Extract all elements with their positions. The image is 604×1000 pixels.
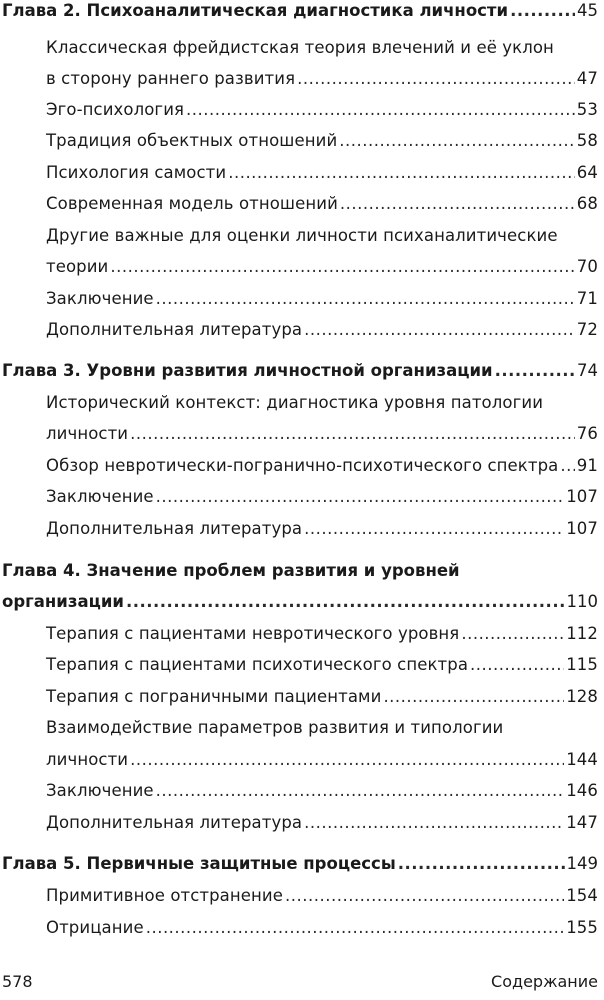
toc-dot-leader <box>156 482 565 512</box>
toc-entry-title: Глава 4. Значение проблем развития и уровней <box>2 561 460 580</box>
toc-entry-page: 107 <box>566 519 598 538</box>
toc-dot-leader <box>383 682 564 712</box>
toc-entry-page: 71 <box>576 289 598 308</box>
toc-section-line <box>46 33 598 63</box>
toc-dot-leader <box>186 95 575 125</box>
toc-section-line <box>46 158 598 188</box>
toc-dot-leader <box>304 808 564 838</box>
toc-section-line <box>46 913 598 943</box>
toc-entry-title: личности <box>46 424 129 443</box>
toc-dot-leader <box>304 315 575 345</box>
toc-dot-leader <box>130 419 575 449</box>
toc-chapter-line <box>2 556 598 586</box>
toc-dot-leader <box>146 913 565 943</box>
toc-chapter-line <box>2 0 598 26</box>
toc-entry-page: 155 <box>566 918 598 937</box>
toc-dot-leader <box>228 158 575 188</box>
toc-section-line <box>46 315 598 345</box>
toc-entry-title: Современная модель отношений <box>46 194 338 213</box>
toc-section-line <box>46 221 598 251</box>
toc-entry-title: личности <box>46 750 129 769</box>
toc-entry-page: 45 <box>577 1 598 20</box>
toc-entry-title: Исторический контекст: диагностика уровня патологии <box>46 393 544 412</box>
toc-section-line <box>46 745 598 775</box>
toc-entry-title: Заключение <box>46 289 154 308</box>
toc-dot-leader <box>156 776 565 806</box>
toc-section-line <box>46 713 598 743</box>
toc-entry-page: 53 <box>576 100 598 119</box>
toc-section-line <box>46 682 598 712</box>
toc-section-line <box>46 808 598 838</box>
toc-entry-title: Дополнительная литература <box>46 813 303 832</box>
toc-entry-page: 144 <box>566 750 598 769</box>
toc-entry-title: Обзор невротически-погранично-психотического спектра <box>46 456 559 475</box>
toc-section-line <box>46 619 598 649</box>
toc-entry-page: 112 <box>566 624 598 643</box>
toc-entry-title: организации <box>2 592 124 611</box>
toc-entry-page: 70 <box>576 257 598 276</box>
toc-entry-title: Дополнительная литература <box>46 320 303 339</box>
toc-chapter-line <box>2 356 598 386</box>
toc-dot-leader <box>470 650 564 680</box>
toc-dot-leader <box>156 284 575 314</box>
toc-entry-page: 58 <box>576 131 598 150</box>
toc-entry-title: Эго-психология <box>46 100 185 119</box>
toc-dot-leader <box>461 619 564 649</box>
toc-entry-title: Классическая фрейдистская теория влечений и её уклон <box>46 38 554 57</box>
toc-section-line <box>46 388 598 418</box>
toc-section-line <box>46 451 598 481</box>
toc-section-line <box>46 482 598 512</box>
toc-entry-page: 110 <box>566 592 598 611</box>
toc-entry-page: 107 <box>566 487 598 506</box>
toc-entry-page: 154 <box>566 886 598 905</box>
toc-dot-leader <box>304 514 564 544</box>
toc-entry-title: Другие важные для оценки личности психаналитические <box>46 226 558 245</box>
toc-entry-title: Традиция объектных отношений <box>46 131 338 150</box>
toc-section-line <box>46 252 598 282</box>
toc-entry-title: Заключение <box>46 781 154 800</box>
toc-entry-page: 128 <box>566 687 598 706</box>
toc-entry-page: 64 <box>576 163 598 182</box>
toc-chapter-line <box>2 849 598 879</box>
toc-entry-title: Терапия с пограничными пациентами <box>46 687 382 706</box>
toc-dot-leader <box>495 356 575 386</box>
toc-entry-title: Терапия с пациентами невротического уровня <box>46 624 460 643</box>
toc-entry-title: Взаимодействие параметров развития и типологии <box>46 718 504 737</box>
toc-entry-page: 72 <box>576 320 598 339</box>
toc-entry-title: в сторону раннего развития <box>46 69 296 88</box>
toc-dot-leader <box>510 0 575 26</box>
toc-section-line <box>46 189 598 219</box>
toc-dot-leader <box>560 451 574 481</box>
toc-dot-leader <box>285 881 564 911</box>
toc-entry-page: 74 <box>577 361 598 380</box>
toc-section-line <box>46 650 598 680</box>
toc-entry-title: Психология самости <box>46 163 227 182</box>
running-header-section: Содержание <box>491 972 598 991</box>
toc-entry-page: 115 <box>566 655 598 674</box>
toc-dot-leader <box>130 745 564 775</box>
toc-chapter-line <box>2 587 598 617</box>
toc-entry-page: 149 <box>566 854 598 873</box>
toc-entry-page: 47 <box>576 69 598 88</box>
toc-section-line <box>46 64 598 94</box>
toc-entry-page: 68 <box>576 194 598 213</box>
toc-entry-title: Глава 5. Первичные защитные процессы <box>2 854 396 873</box>
toc-section-line <box>46 419 598 449</box>
toc-section-line <box>46 881 598 911</box>
toc-entry-page: 91 <box>576 456 598 475</box>
toc-dot-leader <box>126 587 565 617</box>
toc-section-line <box>46 514 598 544</box>
toc-entry-page: 147 <box>566 813 598 832</box>
toc-section-line <box>46 95 598 125</box>
toc-dot-leader <box>297 64 575 94</box>
toc-entry-title: Отрицание <box>46 918 144 937</box>
toc-entry-title: Терапия с пациентами психотического спектра <box>46 655 469 674</box>
toc-dot-leader <box>110 252 574 282</box>
toc-entry-title: Примитивное отстранение <box>46 886 283 905</box>
toc-section-line <box>46 126 598 156</box>
toc-entry-page: 146 <box>566 781 598 800</box>
toc-dot-leader <box>340 189 575 219</box>
toc-entry-title: Глава 3. Уровни развития личностной организации <box>2 361 493 380</box>
toc-section-line <box>46 776 598 806</box>
toc-dot-leader <box>398 849 565 879</box>
toc-entry-title: теории <box>46 257 109 276</box>
toc-entry-title: Глава 2. Психоаналитическая диагностика личности <box>2 1 509 20</box>
toc-section-line <box>46 284 598 314</box>
toc-dot-leader <box>339 126 575 156</box>
toc-entry-page: 76 <box>576 424 598 443</box>
page-number: 578 <box>2 972 33 991</box>
toc-entry-title: Заключение <box>46 487 154 506</box>
toc-entry-title: Дополнительная литература <box>46 519 303 538</box>
